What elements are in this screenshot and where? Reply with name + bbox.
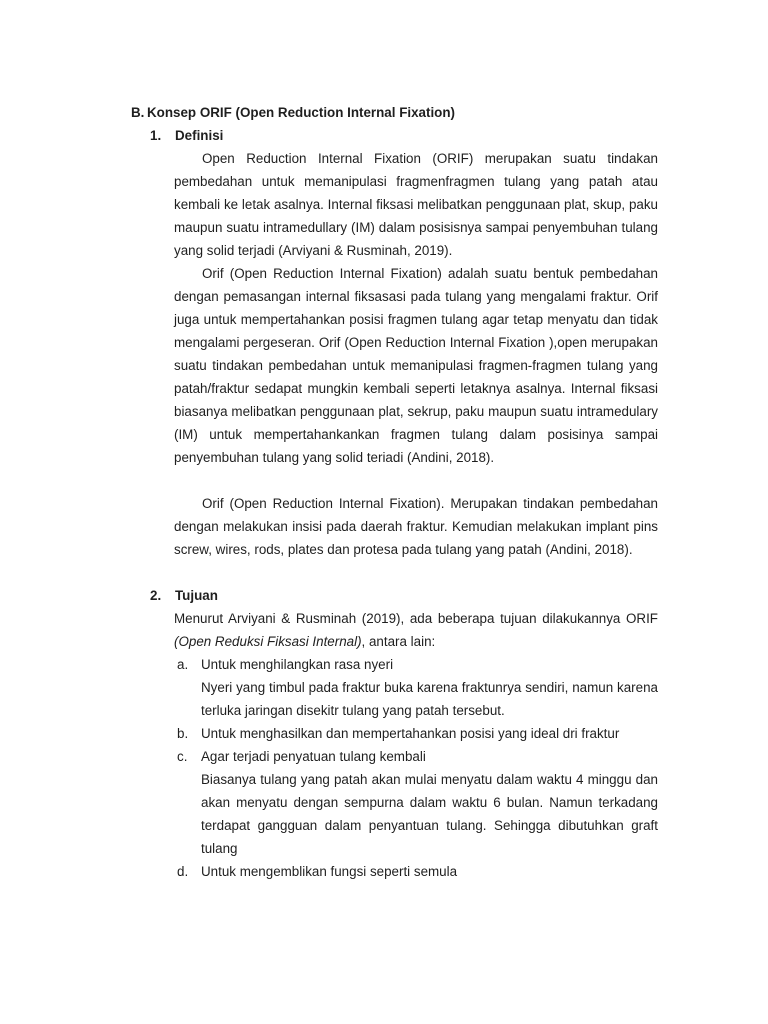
list-item-title: Untuk mengemblikan fungsi seperti semula — [201, 864, 458, 879]
list-item-title: Agar terjadi penyatuan tulang kembali — [201, 749, 426, 764]
definisi-paragraph-2: Orif (Open Reduction Internal Fixation) adalah suatu bentuk pembedahan dengan pemasangan internal fiksasasi pada tulang yang mengalami fraktur. Orif juga untuk mempertahankan posisi fragmen tulang agar tetap menyatu dan tidak mengalami pergeseran. Orif (Open Reduction Internal Fixation ),open merupakan suatu tindakan pembedahan untuk memanipulasi fragmen-fragmen tulang yang patah/fraktur sedapat mungkin kembali seperti letaknya asalnya. Internal fiksasi biasanya melibatkan penggunaan plat, sekrup, paku maupun suatu intramedulary (IM) untuk mempertahankankan fragmen tulang dalam posisinya sampai penyembuhan tulang yang solid teriadi (Andini, 2018). — [174, 266, 658, 465]
tujuan-intro — [174, 607, 658, 653]
list-item-title: Untuk menghasilkan dan mempertahankan posisi yang ideal dri fraktur — [201, 726, 620, 741]
list-item — [177, 745, 426, 768]
tujuan-intro-text: Menurut Arviyani & Rusminah (2019), ada beberapa tujuan dilakukannya ORIF — [174, 611, 658, 626]
definisi-paragraph-1: Open Reduction Internal Fixation (ORIF) merupakan suatu tindakan pembedahan untuk memanipulasi fragmenfragmen tulang yang patah atau kembali ke letak asalnya. Internal fiksasi melibatkan penggunaan plat, skup, paku maupun suatu intramedullary (IM) dalam posisisnya sampai penyembuhan tulang yang solid terjadi (Arviyani & Rusminah, 2019). — [174, 151, 658, 258]
definisi-number: 1. — [150, 128, 162, 143]
list-item-title: Untuk menghilangkan rasa nyeri — [201, 657, 394, 672]
list-item-letter: c. — [177, 749, 188, 764]
tujuan-number: 2. — [150, 588, 162, 603]
tujuan-intro-italic: (Open Reduksi Fiksasi Internal) — [174, 634, 362, 649]
definisi-title: Definisi — [175, 128, 224, 143]
tujuan-title: Tujuan — [175, 588, 218, 603]
list-item — [177, 722, 619, 745]
list-item-letter: d. — [177, 864, 189, 879]
list-item-letter: b. — [177, 726, 189, 741]
list-item — [177, 860, 457, 883]
list-item-detail: Nyeri yang timbul pada fraktur buka karena fraktunrya sendiri, namun karena terluka jaringan disekitr tulang yang patah tersebut. — [201, 680, 658, 718]
section-heading — [131, 101, 455, 124]
definisi-paragraph-3: Orif (Open Reduction Internal Fixation). Merupakan tindakan pembedahan dengan melakukan insisi pada daerah fraktur. Kemudian melakukan implant pins screw, wires, rods, plates dan protesa pada tulang yang patah (Andini, 2018). — [174, 496, 658, 557]
list-item — [177, 653, 393, 676]
list-item-letter: a. — [177, 657, 189, 672]
tujuan-heading — [150, 584, 218, 607]
list-item-detail: Biasanya tulang yang patah akan mulai menyatu dalam waktu 4 minggu dan akan menyatu dengan sempurna dalam waktu 6 bulan. Namun terkadang terdapat gangguan dalam penyantuan tulang. Sehingga dibutuhkan graft tulang — [201, 772, 658, 856]
tujuan-intro-end: , antara lain: — [361, 634, 436, 649]
definisi-heading — [150, 124, 223, 147]
section-title: Konsep ORIF (Open Reduction Internal Fixation) — [147, 105, 455, 120]
section-letter: B. — [131, 105, 145, 120]
